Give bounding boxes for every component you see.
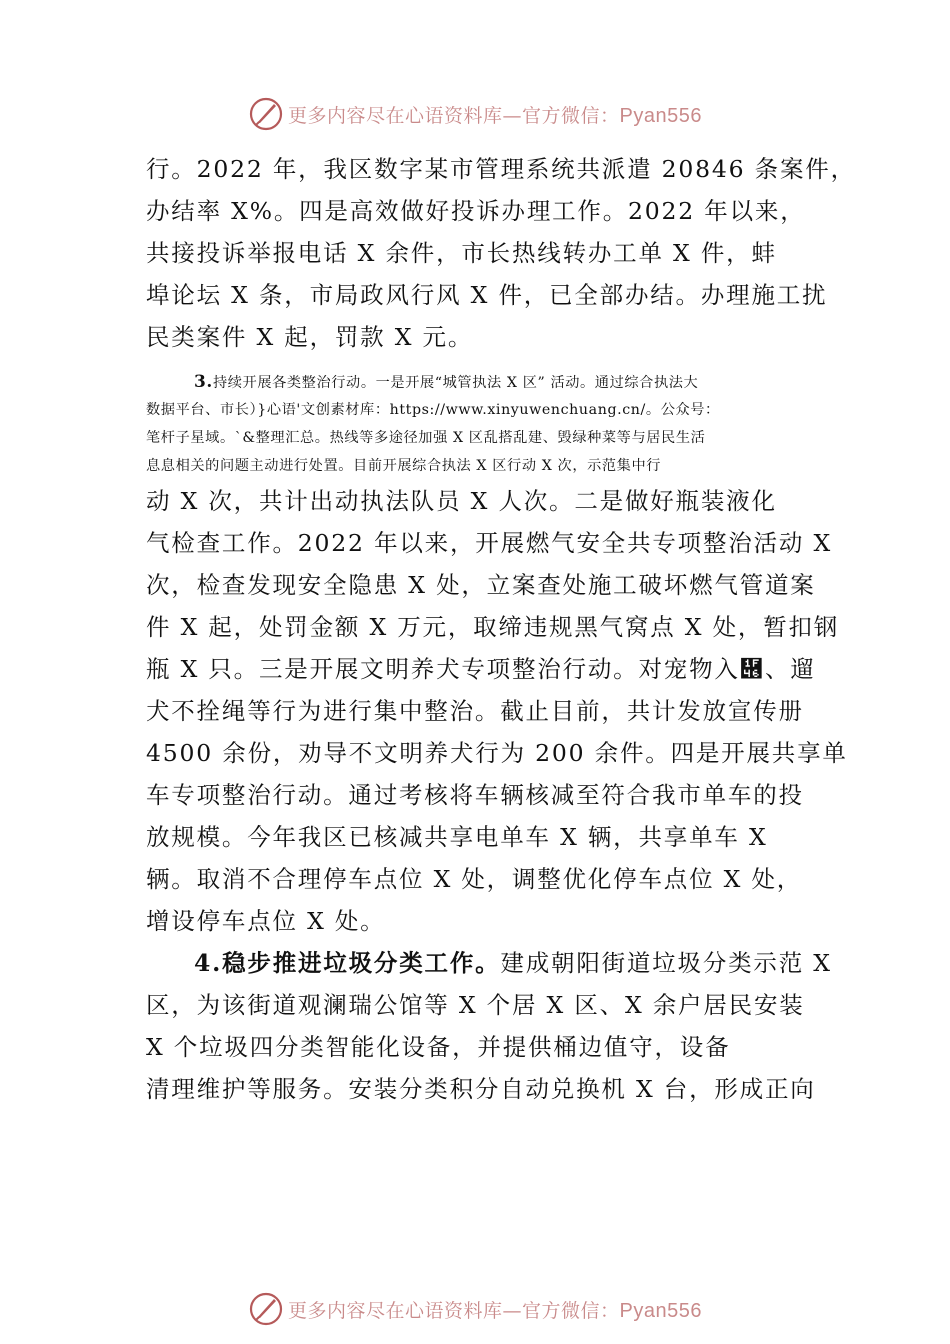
document-body (146, 148, 856, 1110)
text-line: 车专项整治行动。通过考核将车辆核减至符合我市单车的投 (146, 781, 804, 809)
text-line: 瓶 X 只。三是开展文明养犬专项整治行动。对宠物入὆、遛 (146, 655, 816, 683)
header-watermark-banner (0, 94, 950, 134)
paragraph-rectification (146, 368, 848, 942)
text-line: 区，为该街道观澜瑞公馆等 X 个居 X 区、X 余户居民安装 (146, 991, 805, 1019)
footer-watermark-banner (0, 1289, 950, 1329)
text-line: 动 X 次，共计出动执法队员 X 人次。二是做好瓶装液化 (146, 487, 777, 515)
section-number: 3. (194, 372, 213, 392)
paragraph-garbage-sorting (146, 942, 836, 1110)
paragraph-complaints (146, 148, 856, 358)
text-line: 民类案件 X 起，罚款 X 元。 (146, 323, 474, 351)
text-line: 增设停车点位 X 处。 (146, 907, 386, 935)
text-line: X 个垃圾四分类智能化设备，并提供桶边值守，设备 (146, 1033, 731, 1061)
text-line: 行。2022 年，我区数字某市管理系统共派遣 20846 条案件， (146, 155, 856, 183)
section-heading-rest: 建成朝阳街道垃圾分类示范 X (500, 949, 832, 977)
text-line: 犬不拴绳等行为进行集中整治。截止目前，共计发放宣传册 (146, 697, 804, 725)
text-line-small: 息息相关的问题主动进行处置。目前开展综合执法 X 区行动 X 次，示范集中行 (146, 458, 662, 474)
section-heading: 4.稳步推进垃圾分类工作。 (194, 949, 501, 977)
banner-text (288, 101, 702, 128)
banner-text (288, 1296, 702, 1323)
banner-text-cn: 更多内容尽在心语资料库—官方微信： (288, 1299, 620, 1322)
text-line-small (146, 368, 836, 396)
text-line: 放规模。今年我区已核减共享电单车 X 辆，共享单车 X (146, 823, 768, 851)
text-line: 埠论坛 X 条，市局政风行风 X 件，已全部办结。办理施工扰 (146, 281, 828, 309)
text-line: 辆。取消不合理停车点位 X 处，调整优化停车点位 X 处， (146, 865, 803, 893)
text-line (146, 942, 836, 984)
text-line: 气检查工作。2022 年以来，开展燃气安全共专项整治活动 X (146, 529, 832, 557)
banner-text-cn: 更多内容尽在心语资料库—官方微信： (288, 104, 620, 127)
text-line: 共接投诉举报电话 X 余件，市长热线转办工单 X 件，蚌 (146, 239, 777, 267)
quill-logo-icon (248, 96, 284, 132)
banner-text-en: Pyan556 (619, 1299, 702, 1322)
section-heading-rest: 持续开展各类整治行动。一是开展“城管执法 X 区” 活动。通过综合执法大 (212, 375, 699, 391)
text-line: 4500 余份，劝导不文明养犬行为 200 余件。四是开展共享单 (146, 739, 848, 767)
text-line-small: 笔杆子星域。`&整理汇总。热线等多途径加强 X 区乱搭乱建、毁绿种菜等与居民生活 (146, 430, 706, 446)
quill-logo-icon (248, 1291, 284, 1327)
text-line: 清理维护等服务。安装分类积分自动兑换机 X 台，形成正向 (146, 1075, 816, 1103)
text-line: 办结率 X%。四是高效做好投诉办理工作。2022 年以来， (146, 197, 806, 225)
text-line: 件 X 起，处罚金额 X 万元，取缔违规黑气窝点 X 处，暂扣钢 (146, 613, 840, 641)
text-line-small: 数据平台、市长）}心语'文创素材库：https://www.xinyuwenchuang.cn/。公众号： (146, 402, 720, 418)
banner-text-en: Pyan556 (619, 104, 702, 127)
text-line: 次，检查发现安全隐患 X 处，立案查处施工破坏燃气管道案 (146, 571, 816, 599)
